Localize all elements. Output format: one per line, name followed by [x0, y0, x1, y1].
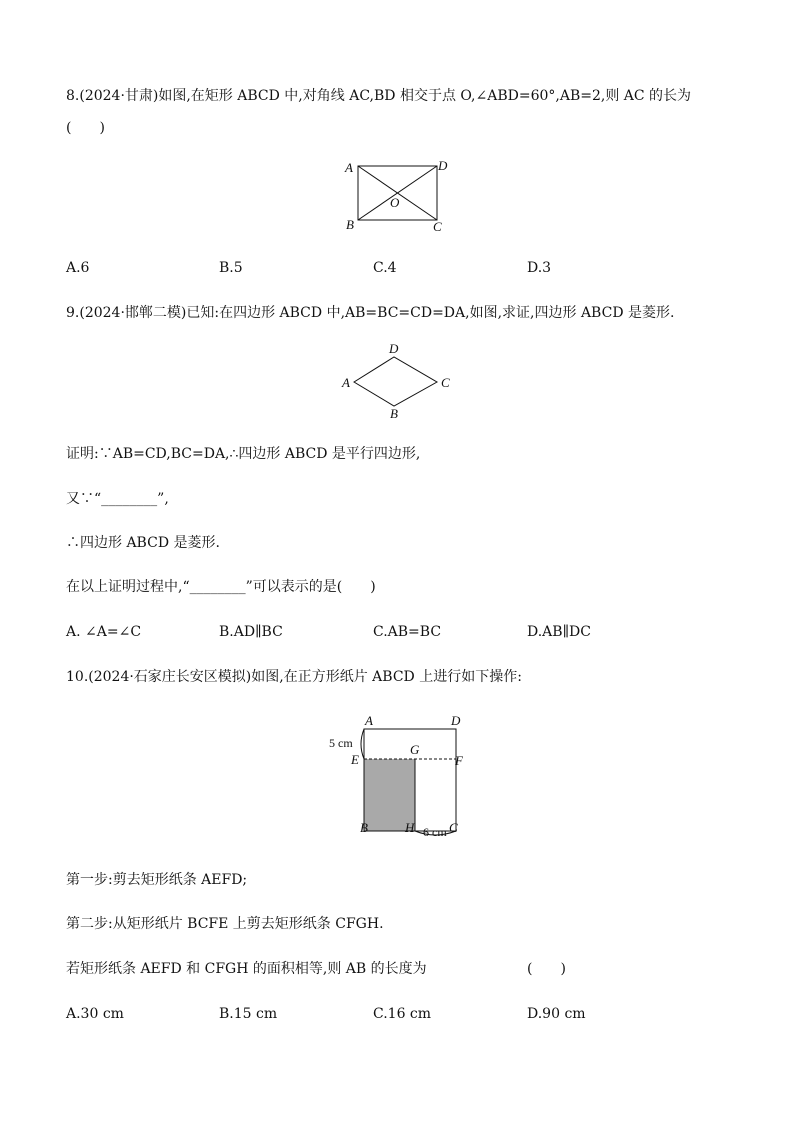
q9-rhombus-figure: [340, 342, 460, 422]
q10-answer-paren: ( ): [527, 961, 566, 977]
q10-label-e: E: [351, 752, 359, 767]
q8-option-a: A.6: [66, 260, 90, 276]
q9-proof-line-2: 又∵“________”,: [66, 491, 169, 507]
q9-option-b: B.AD∥BC: [219, 624, 283, 640]
q8-label-c: C: [433, 219, 442, 234]
q10-label-f: F: [455, 753, 463, 768]
q10-label-d: D: [451, 713, 461, 728]
q8-rectangle-figure: [340, 155, 460, 237]
q9-label-a: A: [342, 375, 350, 390]
q10-option-c: C.16 cm: [373, 1006, 432, 1022]
q9-label-d: D: [389, 341, 399, 356]
q10-left-dimension: 5 cm: [329, 736, 353, 750]
q10-square-figure: [325, 712, 475, 840]
q8-answer-paren: ( ): [66, 120, 105, 136]
q8-text: 8.(2024·甘肃)如图,在矩形 ABCD 中,对角线 AC,BD 相交于点 O,∠ABD=60°,AB=2,则 AC 的长为: [66, 88, 692, 104]
q10-option-d: D.90 cm: [527, 1006, 586, 1022]
q10-label-g: G: [410, 742, 420, 757]
q10-step-1: 第一步:剪去矩形纸条 AEFD;: [66, 872, 248, 888]
q9-label-b: B: [390, 406, 398, 421]
q8-option-c: C.4: [373, 260, 397, 276]
q10-label-c: C: [449, 820, 458, 835]
q8-label-a: A: [345, 160, 353, 175]
q10-label-b: B: [360, 820, 368, 835]
q8-option-b: B.5: [219, 260, 243, 276]
q10-label-a: A: [365, 713, 373, 728]
q9-label-c: C: [441, 375, 450, 390]
q9-question: 在以上证明过程中,“________”可以表示的是( ): [66, 579, 376, 595]
q9-text: 9.(2024·邯郸二模)已知:在四边形 ABCD 中,AB=BC=CD=DA,如图,求证,四边形 ABCD 是菱形.: [66, 305, 675, 321]
q9-proof-line-1: 证明:∵AB=CD,BC=DA,∴四边形 ABCD 是平行四边形,: [66, 446, 421, 462]
q10-text: 10.(2024·石家庄长安区模拟)如图,在正方形纸片 ABCD 上进行如下操作:: [66, 669, 522, 685]
q8-option-d: D.3: [527, 260, 552, 276]
q10-option-a: A.30 cm: [66, 1006, 124, 1022]
q9-option-d: D.AB∥DC: [527, 624, 591, 640]
q8-label-b: B: [346, 217, 354, 232]
q10-label-h: H: [405, 820, 415, 835]
q10-step-2: 第二步:从矩形纸片 BCFE 上剪去矩形纸条 CFGH.: [66, 916, 384, 932]
q8-label-d: D: [438, 158, 448, 173]
q10-option-b: B.15 cm: [219, 1006, 278, 1022]
q9-option-a: A. ∠A=∠C: [66, 624, 142, 640]
q10-bottom-dimension: 6 cm: [423, 825, 447, 839]
q9-option-c: C.AB=BC: [373, 624, 442, 640]
q8-label-o: O: [390, 195, 400, 210]
q9-proof-line-3: ∴四边形 ABCD 是菱形.: [66, 535, 220, 551]
q10-question: 若矩形纸条 AEFD 和 CFGH 的面积相等,则 AB 的长度为: [66, 961, 427, 977]
